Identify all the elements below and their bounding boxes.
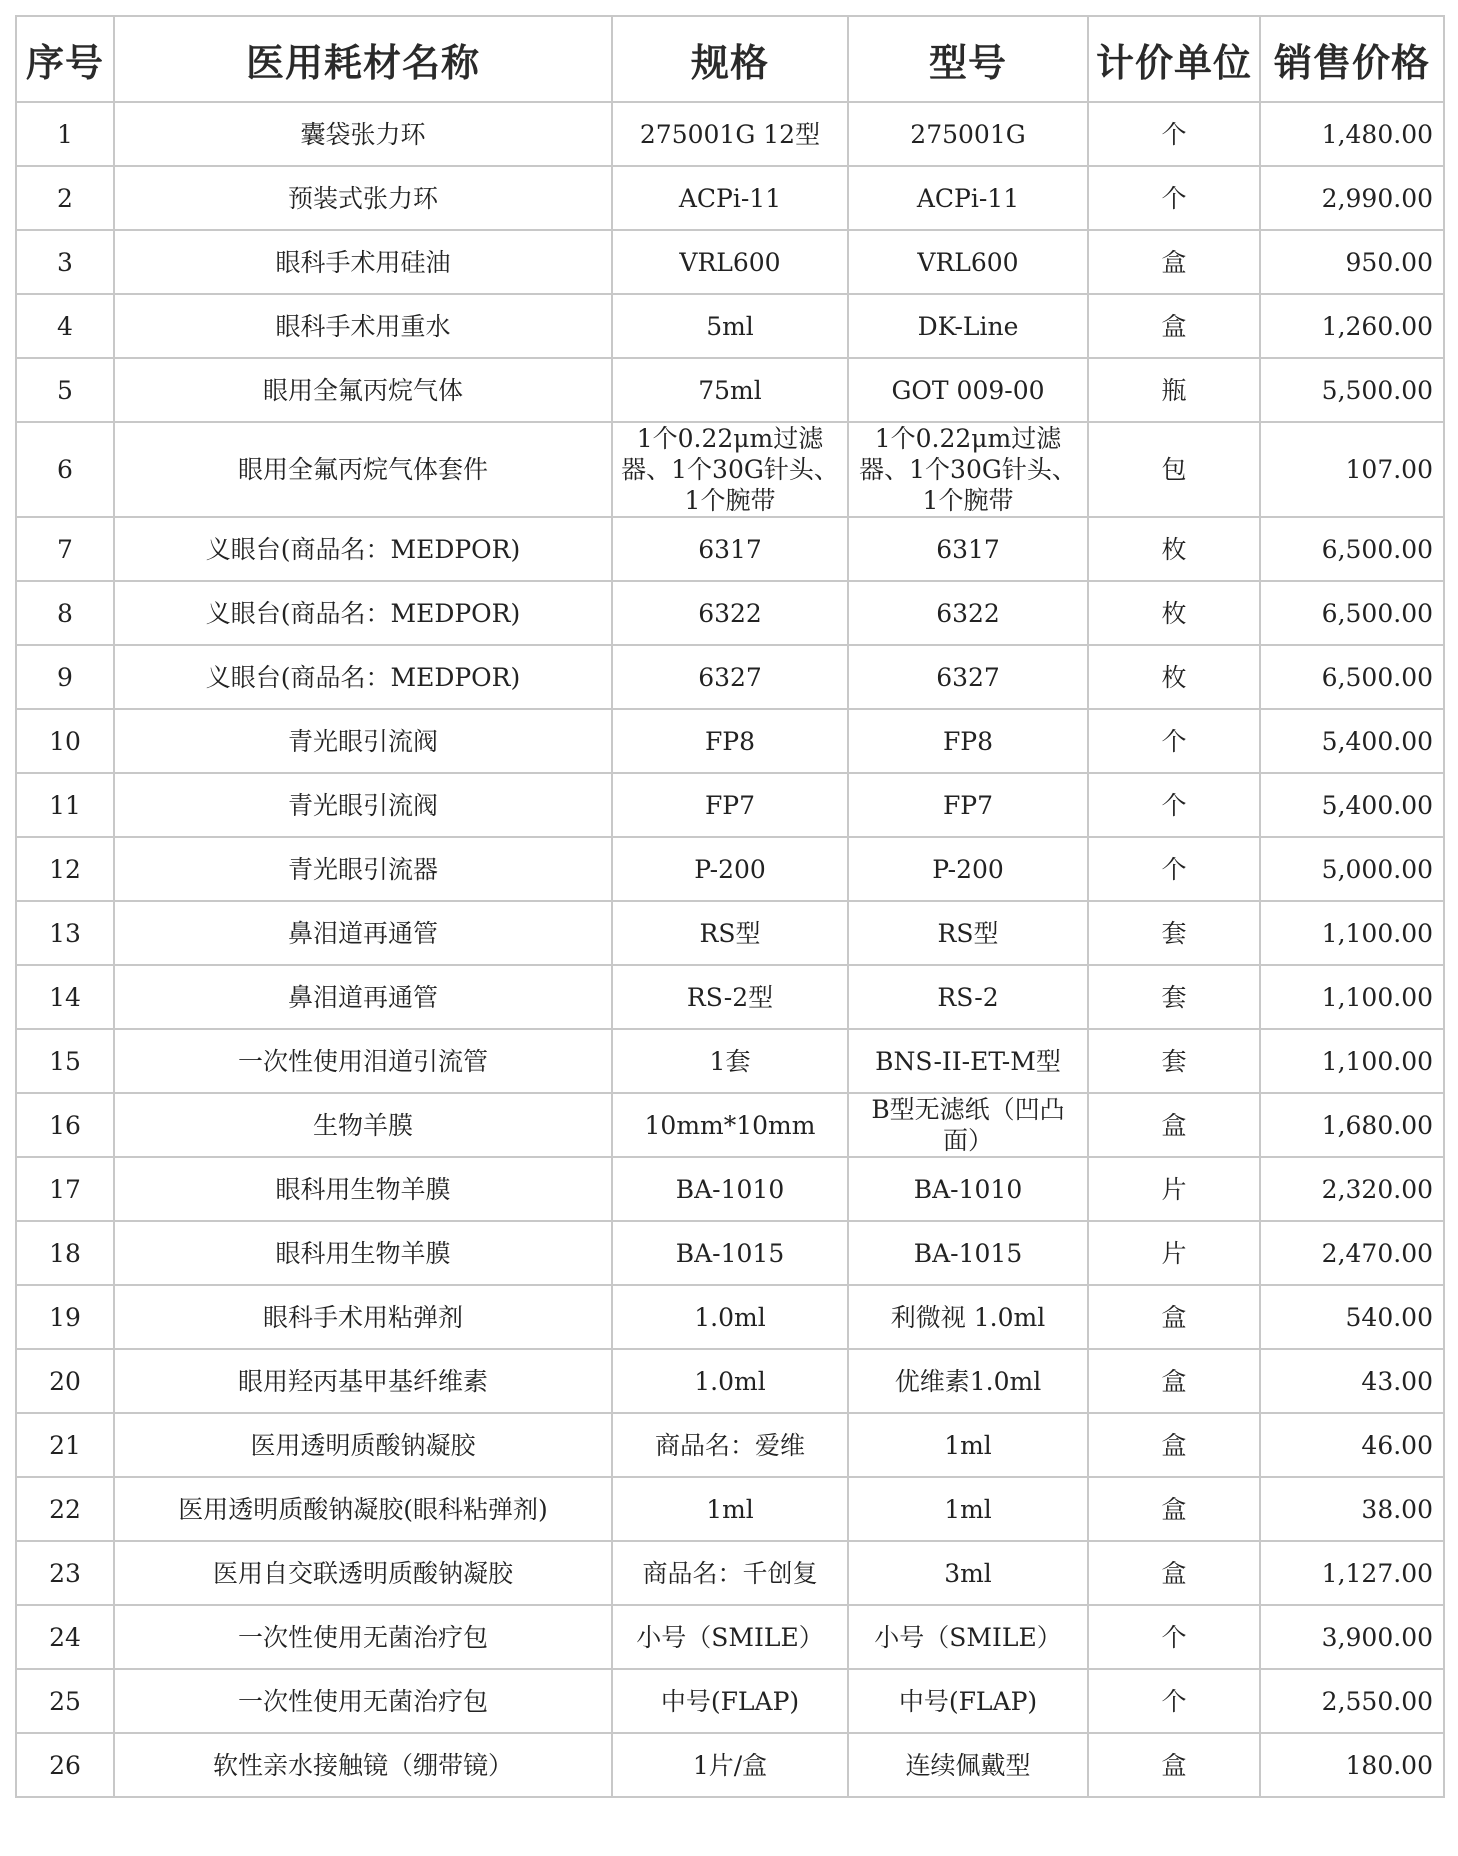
cell-unit: 个 [1088, 1605, 1260, 1669]
cell-model: 1个0.22μm过滤器、1个30G针头、1个腕带 [848, 422, 1088, 517]
table-row [16, 1669, 1444, 1733]
cell-name: 眼科手术用硅油 [114, 230, 612, 294]
table-row [16, 422, 1444, 517]
cell-model: 6317 [848, 517, 1088, 581]
cell-unit: 盒 [1088, 1349, 1260, 1413]
header-model: 型号 [848, 16, 1088, 102]
cell-model: BA-1015 [848, 1221, 1088, 1285]
cell-spec: 商品名：千创复 [612, 1541, 848, 1605]
cell-unit: 个 [1088, 773, 1260, 837]
cell-model: 中号(FLAP) [848, 1669, 1088, 1733]
cell-index: 11 [16, 773, 114, 837]
cell-unit: 套 [1088, 1029, 1260, 1093]
cell-unit: 片 [1088, 1157, 1260, 1221]
cell-price: 1,480.00 [1260, 102, 1444, 166]
table-row [16, 1093, 1444, 1157]
table-row [16, 166, 1444, 230]
cell-unit: 枚 [1088, 645, 1260, 709]
cell-index: 21 [16, 1413, 114, 1477]
cell-name: 眼用全氟丙烷气体套件 [114, 422, 612, 517]
table-row [16, 1541, 1444, 1605]
cell-price: 38.00 [1260, 1477, 1444, 1541]
cell-name: 义眼台(商品名：MEDPOR) [114, 645, 612, 709]
cell-price: 1,260.00 [1260, 294, 1444, 358]
cell-model: 连续佩戴型 [848, 1733, 1088, 1797]
table-row [16, 358, 1444, 422]
cell-model: 6322 [848, 581, 1088, 645]
cell-model: VRL600 [848, 230, 1088, 294]
cell-index: 23 [16, 1541, 114, 1605]
cell-index: 25 [16, 1669, 114, 1733]
cell-spec: VRL600 [612, 230, 848, 294]
cell-model: 3ml [848, 1541, 1088, 1605]
table-row [16, 230, 1444, 294]
cell-unit: 个 [1088, 102, 1260, 166]
cell-index: 10 [16, 709, 114, 773]
cell-model: 6327 [848, 645, 1088, 709]
header-unit: 计价单位 [1088, 16, 1260, 102]
table-row [16, 901, 1444, 965]
table-row [16, 581, 1444, 645]
cell-unit: 包 [1088, 422, 1260, 517]
cell-spec: FP8 [612, 709, 848, 773]
cell-spec: 1套 [612, 1029, 848, 1093]
cell-name: 生物羊膜 [114, 1093, 612, 1157]
table-row [16, 709, 1444, 773]
header-index: 序号 [16, 16, 114, 102]
cell-name: 鼻泪道再通管 [114, 965, 612, 1029]
cell-unit: 个 [1088, 709, 1260, 773]
cell-spec: 商品名：爱维 [612, 1413, 848, 1477]
cell-name: 鼻泪道再通管 [114, 901, 612, 965]
cell-name: 眼用羟丙基甲基纤维素 [114, 1349, 612, 1413]
cell-spec: 1.0ml [612, 1285, 848, 1349]
cell-index: 3 [16, 230, 114, 294]
cell-unit: 盒 [1088, 1733, 1260, 1797]
cell-spec: P-200 [612, 837, 848, 901]
cell-index: 2 [16, 166, 114, 230]
table-row [16, 1221, 1444, 1285]
cell-price: 43.00 [1260, 1349, 1444, 1413]
cell-price: 1,100.00 [1260, 901, 1444, 965]
cell-price: 3,900.00 [1260, 1605, 1444, 1669]
cell-index: 12 [16, 837, 114, 901]
cell-price: 6,500.00 [1260, 517, 1444, 581]
cell-spec: 275001G 12型 [612, 102, 848, 166]
cell-model: RS型 [848, 901, 1088, 965]
cell-spec: 1.0ml [612, 1349, 848, 1413]
cell-unit: 个 [1088, 837, 1260, 901]
cell-unit: 套 [1088, 965, 1260, 1029]
cell-unit: 片 [1088, 1221, 1260, 1285]
table-row [16, 837, 1444, 901]
cell-price: 1,127.00 [1260, 1541, 1444, 1605]
cell-model: 小号（SMILE） [848, 1605, 1088, 1669]
cell-index: 4 [16, 294, 114, 358]
cell-spec: RS-2型 [612, 965, 848, 1029]
cell-spec: 10mm*10mm [612, 1093, 848, 1157]
cell-price: 2,990.00 [1260, 166, 1444, 230]
table-row [16, 1413, 1444, 1477]
cell-unit: 盒 [1088, 1413, 1260, 1477]
cell-spec: ACPi-11 [612, 166, 848, 230]
cell-spec: 6327 [612, 645, 848, 709]
cell-model: 275001G [848, 102, 1088, 166]
cell-index: 26 [16, 1733, 114, 1797]
cell-name: 义眼台(商品名：MEDPOR) [114, 581, 612, 645]
cell-spec: 小号（SMILE） [612, 1605, 848, 1669]
cell-index: 18 [16, 1221, 114, 1285]
cell-spec: 75ml [612, 358, 848, 422]
cell-index: 14 [16, 965, 114, 1029]
header-price: 销售价格 [1260, 16, 1444, 102]
cell-name: 医用透明质酸钠凝胶(眼科粘弹剂) [114, 1477, 612, 1541]
cell-unit: 盒 [1088, 1541, 1260, 1605]
cell-unit: 个 [1088, 1669, 1260, 1733]
cell-name: 眼科用生物羊膜 [114, 1221, 612, 1285]
cell-index: 22 [16, 1477, 114, 1541]
table-row [16, 1733, 1444, 1797]
cell-spec: FP7 [612, 773, 848, 837]
cell-price: 6,500.00 [1260, 645, 1444, 709]
table-row [16, 1477, 1444, 1541]
cell-price: 5,500.00 [1260, 358, 1444, 422]
cell-model: 利微视 1.0ml [848, 1285, 1088, 1349]
table-row [16, 294, 1444, 358]
cell-price: 1,680.00 [1260, 1093, 1444, 1157]
cell-index: 7 [16, 517, 114, 581]
cell-price: 6,500.00 [1260, 581, 1444, 645]
cell-name: 医用自交联透明质酸钠凝胶 [114, 1541, 612, 1605]
cell-index: 20 [16, 1349, 114, 1413]
table-row [16, 1029, 1444, 1093]
cell-unit: 枚 [1088, 581, 1260, 645]
cell-price: 540.00 [1260, 1285, 1444, 1349]
cell-spec: RS型 [612, 901, 848, 965]
cell-index: 16 [16, 1093, 114, 1157]
cell-name: 眼科手术用重水 [114, 294, 612, 358]
cell-name: 眼科手术用粘弹剂 [114, 1285, 612, 1349]
cell-name: 青光眼引流器 [114, 837, 612, 901]
header-row [16, 16, 1444, 102]
cell-index: 6 [16, 422, 114, 517]
cell-name: 囊袋张力环 [114, 102, 612, 166]
cell-index: 1 [16, 102, 114, 166]
price-table [15, 15, 1445, 1798]
header-name: 医用耗材名称 [114, 16, 612, 102]
cell-index: 5 [16, 358, 114, 422]
cell-index: 15 [16, 1029, 114, 1093]
cell-price: 5,000.00 [1260, 837, 1444, 901]
cell-name: 眼用全氟丙烷气体 [114, 358, 612, 422]
table-row [16, 645, 1444, 709]
cell-model: 1ml [848, 1413, 1088, 1477]
cell-price: 1,100.00 [1260, 965, 1444, 1029]
table-row [16, 102, 1444, 166]
cell-spec: 6317 [612, 517, 848, 581]
cell-unit: 枚 [1088, 517, 1260, 581]
cell-name: 义眼台(商品名：MEDPOR) [114, 517, 612, 581]
cell-name: 青光眼引流阀 [114, 773, 612, 837]
cell-spec: 1片/盒 [612, 1733, 848, 1797]
cell-price: 107.00 [1260, 422, 1444, 517]
cell-model: BNS-II-ET-M型 [848, 1029, 1088, 1093]
cell-price: 180.00 [1260, 1733, 1444, 1797]
cell-index: 17 [16, 1157, 114, 1221]
header-spec: 规格 [612, 16, 848, 102]
cell-price: 2,470.00 [1260, 1221, 1444, 1285]
cell-model: GOT 009-00 [848, 358, 1088, 422]
cell-model: P-200 [848, 837, 1088, 901]
cell-index: 13 [16, 901, 114, 965]
cell-index: 19 [16, 1285, 114, 1349]
cell-model: BA-1010 [848, 1157, 1088, 1221]
cell-price: 5,400.00 [1260, 709, 1444, 773]
cell-index: 9 [16, 645, 114, 709]
cell-spec: 中号(FLAP) [612, 1669, 848, 1733]
cell-name: 眼科用生物羊膜 [114, 1157, 612, 1221]
cell-name: 一次性使用无菌治疗包 [114, 1669, 612, 1733]
cell-spec: 1个0.22μm过滤器、1个30G针头、1个腕带 [612, 422, 848, 517]
cell-name: 预装式张力环 [114, 166, 612, 230]
cell-model: FP8 [848, 709, 1088, 773]
cell-unit: 盒 [1088, 230, 1260, 294]
cell-unit: 盒 [1088, 1477, 1260, 1541]
cell-price: 1,100.00 [1260, 1029, 1444, 1093]
table-row [16, 773, 1444, 837]
cell-spec: BA-1015 [612, 1221, 848, 1285]
cell-index: 8 [16, 581, 114, 645]
table-row [16, 517, 1444, 581]
cell-spec: BA-1010 [612, 1157, 848, 1221]
cell-name: 软性亲水接触镜（绷带镜） [114, 1733, 612, 1797]
cell-model: B型无滤纸（凹凸面） [848, 1093, 1088, 1157]
cell-spec: 5ml [612, 294, 848, 358]
cell-name: 一次性使用泪道引流管 [114, 1029, 612, 1093]
cell-name: 医用透明质酸钠凝胶 [114, 1413, 612, 1477]
table-row [16, 1157, 1444, 1221]
cell-model: DK-Line [848, 294, 1088, 358]
cell-price: 950.00 [1260, 230, 1444, 294]
cell-price: 46.00 [1260, 1413, 1444, 1477]
cell-unit: 盒 [1088, 1285, 1260, 1349]
cell-unit: 盒 [1088, 294, 1260, 358]
table-row [16, 1349, 1444, 1413]
cell-model: FP7 [848, 773, 1088, 837]
table-row [16, 1605, 1444, 1669]
cell-model: 1ml [848, 1477, 1088, 1541]
cell-unit: 个 [1088, 166, 1260, 230]
cell-unit: 瓶 [1088, 358, 1260, 422]
cell-index: 24 [16, 1605, 114, 1669]
cell-unit: 盒 [1088, 1093, 1260, 1157]
cell-spec: 1ml [612, 1477, 848, 1541]
table-row [16, 1285, 1444, 1349]
cell-unit: 套 [1088, 901, 1260, 965]
cell-model: 优维素1.0ml [848, 1349, 1088, 1413]
cell-price: 5,400.00 [1260, 773, 1444, 837]
cell-price: 2,550.00 [1260, 1669, 1444, 1733]
cell-model: ACPi-11 [848, 166, 1088, 230]
cell-name: 青光眼引流阀 [114, 709, 612, 773]
table-row [16, 965, 1444, 1029]
cell-spec: 6322 [612, 581, 848, 645]
cell-price: 2,320.00 [1260, 1157, 1444, 1221]
cell-model: RS-2 [848, 965, 1088, 1029]
cell-name: 一次性使用无菌治疗包 [114, 1605, 612, 1669]
table-body [16, 102, 1444, 1797]
